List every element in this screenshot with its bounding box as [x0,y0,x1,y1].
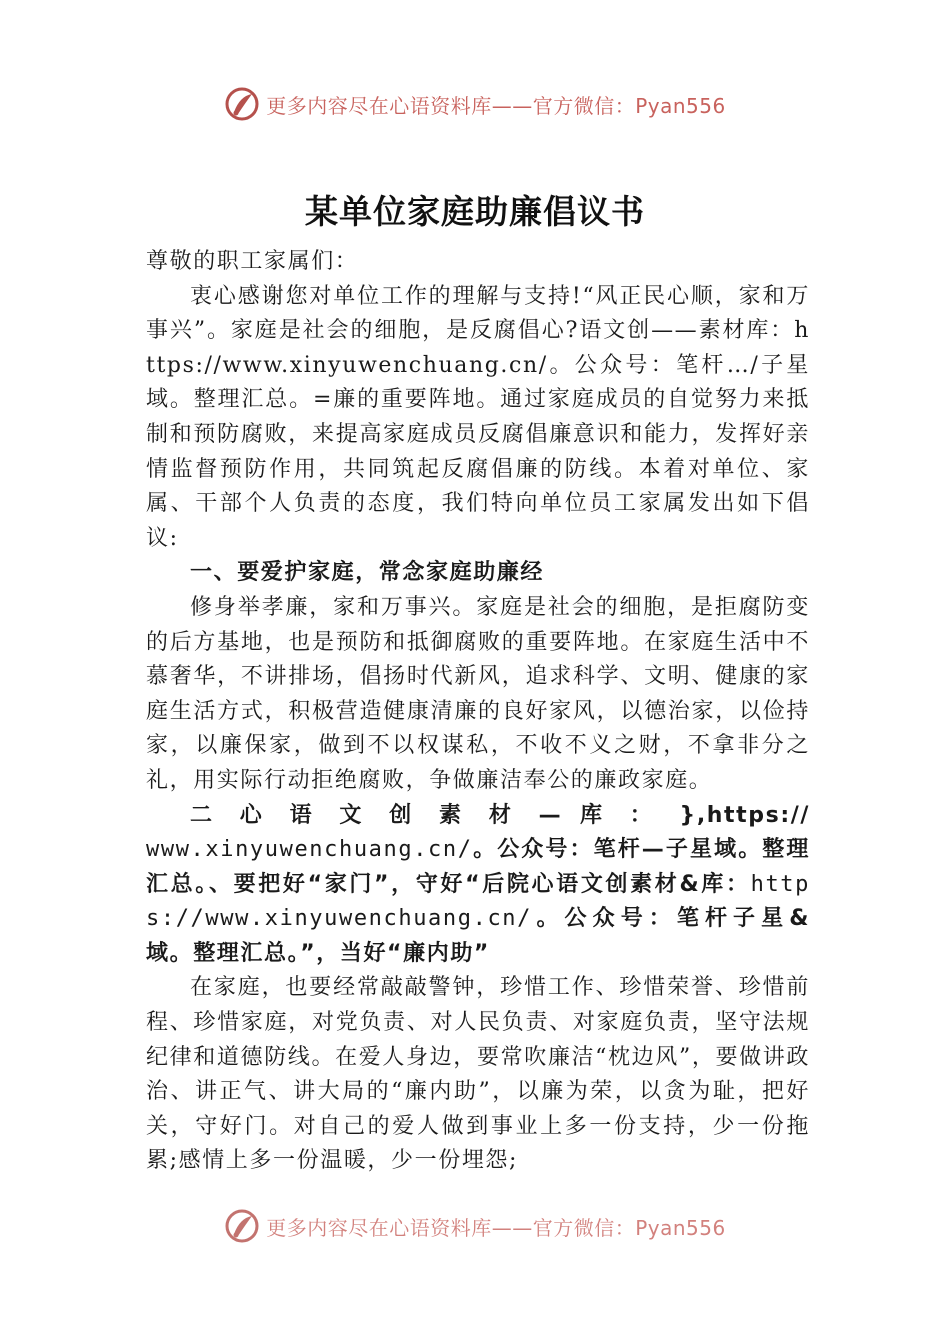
intro-paragraph: 衷心感谢您对单位工作的理解与支持!“风正民心顺，家和万事兴”。家庭是社会的细胞，是反腐倡心?语文创——素材库：https://www.xinyuwenchuang.cn/。公众号：笔杆…/子星域。整理汇总。=廉的重要阵地。通过家庭成员的自觉努力来抵制和预防腐败，来提高家庭成员反腐倡廉意识和能力，发挥好亲情监督预防作用，共同筑起反腐倡廉的防线。本着对单位、家属、干部个人负责的态度，我们特向单位员工家属发出如下倡议: [146,283,810,551]
section2-heading-url2: https://www.xinyuwenchuang.cn/ [146,871,810,932]
header-banner [0,84,950,124]
section2-heading-text2: 。公众号：笔杆子星&域。整理汇总。”，当好“廉内助” [146,906,810,966]
brush-logo-icon [224,1208,260,1244]
section2-heading-text1: 。公众号：笔杆—子星域。整理汇总。、要把好“家门”，守好“后院心语文创素材&库： [146,837,810,897]
section1-heading: 一、要爱护家庭，常念家庭助廉经 [190,560,545,586]
section2-heading [146,799,810,972]
salutation: 尊敬的职工家属们： [146,249,359,274]
header-banner-text: 更多内容尽在心语资料库——官方微信：Pyan556 [266,93,726,118]
section2-heading-url1: www.xinyuwenchuang.cn/ [146,837,473,863]
document-title: 某单位家庭助廉倡议书 [305,192,645,231]
footer-banner [0,1206,950,1246]
footer-banner-text: 更多内容尽在心语资料库——官方微信：Pyan556 [266,1215,726,1240]
section1-paragraph: 修身举孝廉，家和万事兴。家庭是社会的细胞，是拒腐防变的后方基地，也是预防和抵御腐败的重要阵地。在家庭生活中不慕奢华，不讲排场，倡扬时代新风，追求科学、文明、健康的家庭生活方式，积极营造健康清廉的良好家风，以德治家，以俭持家，以廉保家，做到不以权谋私，不收不义之财，不拿非分之礼，用实际行动拒绝腐败，争做廉洁奉公的廉政家庭。 [146,594,810,793]
document-body [146,245,810,1179]
brush-logo-icon [224,86,260,122]
section2-heading-line1: 二 心 语 文 创 素 材 — 库 ： },https:// [190,802,810,828]
section2-paragraph: 在家庭，也要经常敲敲警钟，珍惜工作、珍惜荣誉、珍惜前程、珍惜家庭，对党负责、对人民负责、对家庭负责，坚守法规纪律和道德防线。在爱人身边，要常吹廉洁“枕边风”，要做讲政治、讲正气、讲大局的“廉内助”，以廉为荣，以贪为耻，把好关，守好门。对自己的爱人做到事业上多一份支持，少一份拖累;感情上多一份温暖，少一份埋怨; [146,975,810,1174]
